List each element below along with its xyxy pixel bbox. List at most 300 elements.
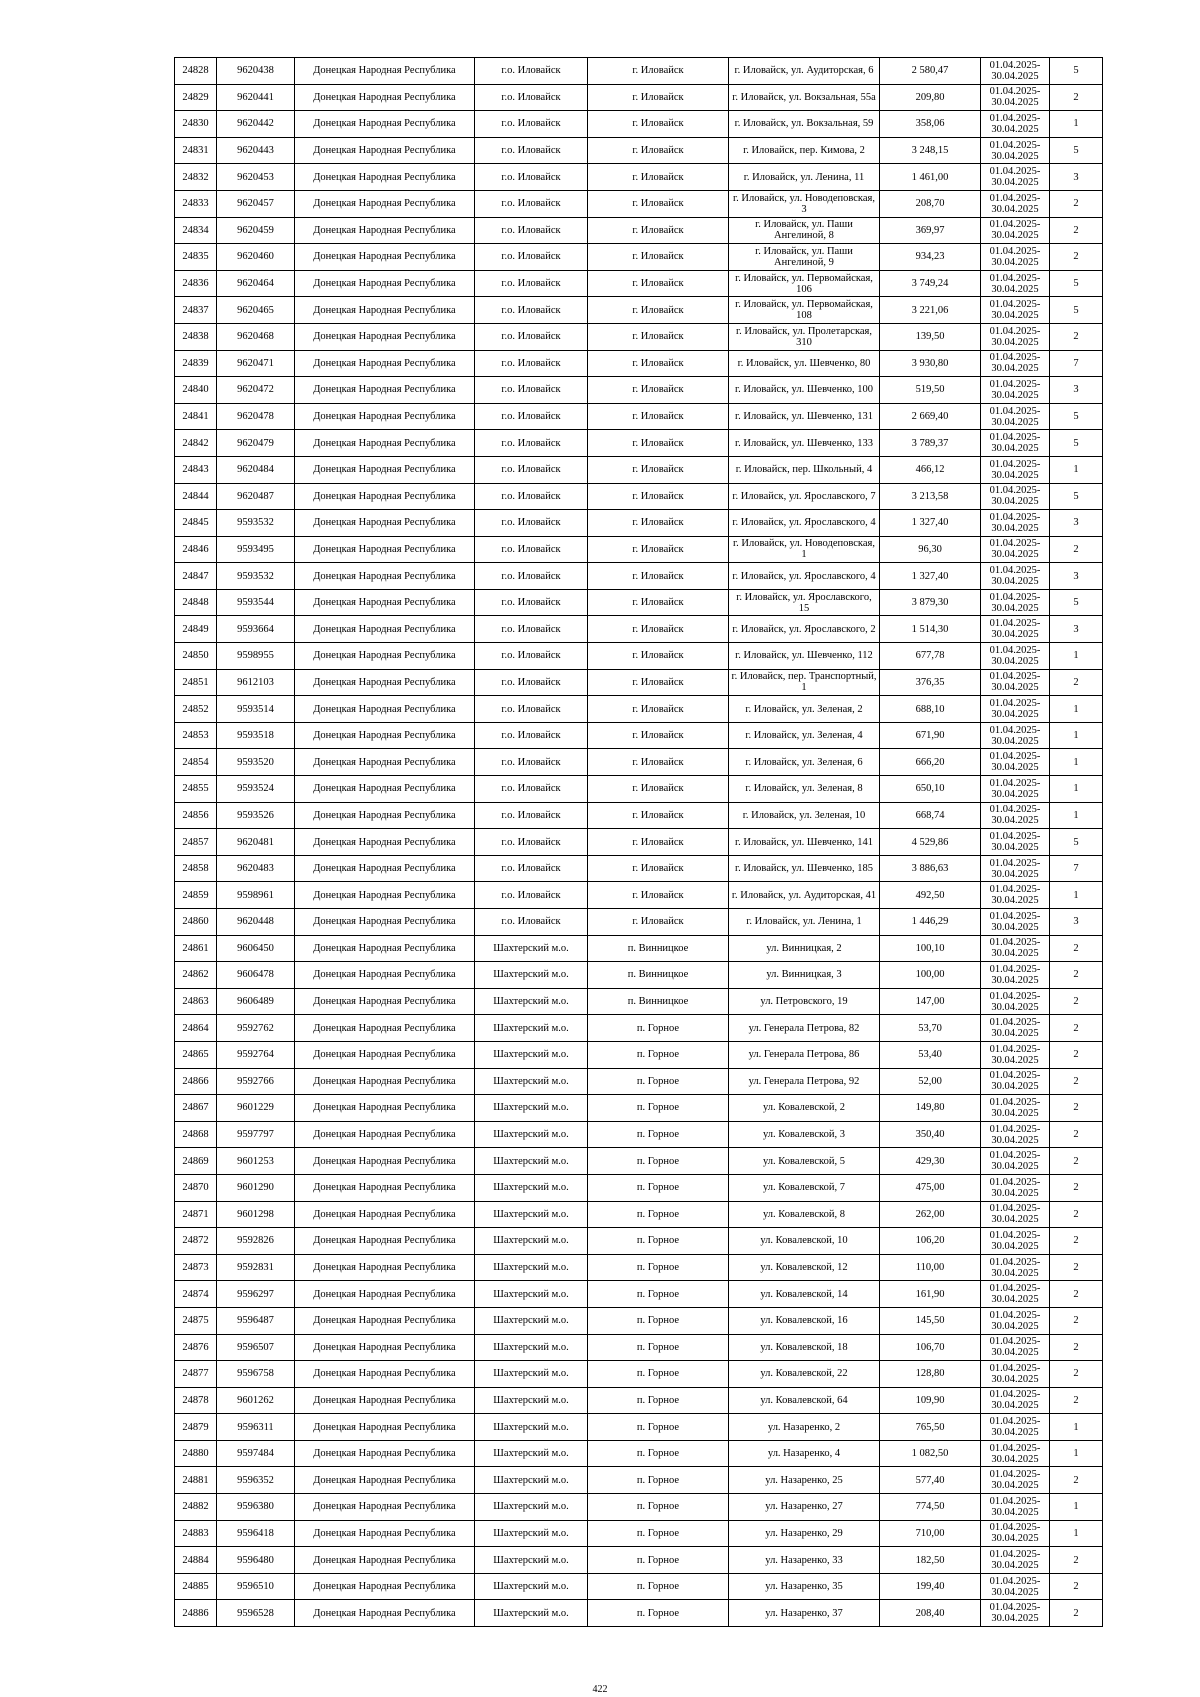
address-cell: г. Иловайск, ул. Новодеповская, 1 [729,536,880,563]
settlement-cell: п. Горное [588,1201,729,1228]
area-cell: 139,50 [880,323,981,350]
count-cell: 3 [1050,510,1103,537]
area-cell: 208,40 [880,1600,981,1627]
settlement-cell: п. Горное [588,1494,729,1521]
district-cell: г.о. Иловайск [475,589,588,616]
table-row [175,935,1103,962]
district-cell: Шахтерский м.о. [475,1600,588,1627]
settlement-cell: п. Горное [588,1573,729,1600]
table-row [175,563,1103,590]
region-cell: Донецкая Народная Республика [295,84,475,111]
row-number-cell: 24842 [175,430,217,457]
address-cell: г. Иловайск, пер. Школьный, 4 [729,456,880,483]
address-cell: ул. Ковалевской, 5 [729,1148,880,1175]
count-cell: 1 [1050,1414,1103,1441]
period-cell: 01.04.2025-30.04.2025 [981,1467,1050,1494]
count-cell: 1 [1050,696,1103,723]
settlement-cell: г. Иловайск [588,696,729,723]
address-cell: ул. Назаренко, 4 [729,1440,880,1467]
period-cell: 01.04.2025-30.04.2025 [981,1121,1050,1148]
address-cell: ул. Назаренко, 25 [729,1467,880,1494]
period-cell: 01.04.2025-30.04.2025 [981,1600,1050,1627]
area-cell: 1 446,29 [880,909,981,936]
region-cell: Донецкая Народная Республика [295,616,475,643]
settlement-cell: п. Горное [588,1414,729,1441]
table-row [175,1467,1103,1494]
address-cell: ул. Ковалевской, 18 [729,1334,880,1361]
settlement-cell: г. Иловайск [588,111,729,138]
table-row [175,616,1103,643]
address-cell: ул. Генерала Петрова, 92 [729,1068,880,1095]
object-id-cell: 9620459 [217,217,295,244]
period-cell: 01.04.2025-30.04.2025 [981,1068,1050,1095]
object-id-cell: 9593520 [217,749,295,776]
region-cell: Донецкая Народная Республика [295,1015,475,1042]
count-cell: 3 [1050,909,1103,936]
row-number-cell: 24834 [175,217,217,244]
district-cell: Шахтерский м.о. [475,1148,588,1175]
settlement-cell: г. Иловайск [588,164,729,191]
table-row [175,190,1103,217]
settlement-cell: г. Иловайск [588,643,729,670]
row-number-cell: 24862 [175,962,217,989]
period-cell: 01.04.2025-30.04.2025 [981,616,1050,643]
address-cell: г. Иловайск, ул. Шевченко, 131 [729,403,880,430]
count-cell: 2 [1050,1361,1103,1388]
area-cell: 492,50 [880,882,981,909]
object-id-cell: 9596352 [217,1467,295,1494]
period-cell: 01.04.2025-30.04.2025 [981,1095,1050,1122]
settlement-cell: г. Иловайск [588,802,729,829]
address-cell: г. Иловайск, ул. Ярославского, 2 [729,616,880,643]
district-cell: г.о. Иловайск [475,430,588,457]
object-id-cell: 9601290 [217,1174,295,1201]
row-number-cell: 24835 [175,244,217,271]
count-cell: 2 [1050,1095,1103,1122]
count-cell: 5 [1050,829,1103,856]
district-cell: г.о. Иловайск [475,802,588,829]
address-cell: г. Иловайск, ул. Пролетарская, 310 [729,323,880,350]
district-cell: г.о. Иловайск [475,829,588,856]
area-cell: 774,50 [880,1494,981,1521]
region-cell: Донецкая Народная Республика [295,829,475,856]
object-id-cell: 9596480 [217,1547,295,1574]
area-cell: 519,50 [880,377,981,404]
area-cell: 475,00 [880,1174,981,1201]
settlement-cell: п. Горное [588,1041,729,1068]
region-cell: Донецкая Народная Республика [295,297,475,324]
address-cell: г. Иловайск, ул. Ленина, 11 [729,164,880,191]
count-cell: 7 [1050,855,1103,882]
row-number-cell: 24858 [175,855,217,882]
row-number-cell: 24831 [175,137,217,164]
table-row [175,430,1103,457]
period-cell: 01.04.2025-30.04.2025 [981,1494,1050,1521]
region-cell: Донецкая Народная Республика [295,1387,475,1414]
settlement-cell: п. Горное [588,1361,729,1388]
address-cell: г. Иловайск, ул. Вокзальная, 59 [729,111,880,138]
address-cell: г. Иловайск, ул. Шевченко, 112 [729,643,880,670]
region-cell: Донецкая Народная Республика [295,776,475,803]
area-cell: 96,30 [880,536,981,563]
settlement-cell: г. Иловайск [588,536,729,563]
period-cell: 01.04.2025-30.04.2025 [981,909,1050,936]
district-cell: г.о. Иловайск [475,882,588,909]
area-cell: 182,50 [880,1547,981,1574]
row-number-cell: 24866 [175,1068,217,1095]
region-cell: Донецкая Народная Республика [295,1121,475,1148]
district-cell: г.о. Иловайск [475,510,588,537]
district-cell: Шахтерский м.о. [475,1281,588,1308]
table-row [175,350,1103,377]
settlement-cell: п. Горное [588,1068,729,1095]
district-cell: г.о. Иловайск [475,111,588,138]
region-cell: Донецкая Народная Республика [295,137,475,164]
area-cell: 3 248,15 [880,137,981,164]
count-cell: 1 [1050,1520,1103,1547]
count-cell: 5 [1050,137,1103,164]
page-number: 422 [592,1684,608,1695]
period-cell: 01.04.2025-30.04.2025 [981,776,1050,803]
settlement-cell: п. Горное [588,1440,729,1467]
object-id-cell: 9593544 [217,589,295,616]
district-cell: г.о. Иловайск [475,377,588,404]
settlement-cell: г. Иловайск [588,244,729,271]
period-cell: 01.04.2025-30.04.2025 [981,536,1050,563]
period-cell: 01.04.2025-30.04.2025 [981,1334,1050,1361]
region-cell: Донецкая Народная Республика [295,935,475,962]
district-cell: г.о. Иловайск [475,563,588,590]
address-cell: ул. Ковалевской, 64 [729,1387,880,1414]
period-cell: 01.04.2025-30.04.2025 [981,829,1050,856]
object-id-cell: 9620457 [217,190,295,217]
count-cell: 2 [1050,1254,1103,1281]
settlement-cell: г. Иловайск [588,669,729,696]
count-cell: 2 [1050,1600,1103,1627]
row-number-cell: 24850 [175,643,217,670]
object-id-cell: 9620481 [217,829,295,856]
row-number-cell: 24828 [175,58,217,85]
object-id-cell: 9592762 [217,1015,295,1042]
object-id-cell: 9620442 [217,111,295,138]
count-cell: 1 [1050,1440,1103,1467]
address-cell: ул. Ковалевской, 8 [729,1201,880,1228]
address-cell: г. Иловайск, ул. Вокзальная, 55а [729,84,880,111]
count-cell: 2 [1050,1387,1103,1414]
area-cell: 106,70 [880,1334,981,1361]
area-cell: 109,90 [880,1387,981,1414]
table-row [175,1307,1103,1334]
period-cell: 01.04.2025-30.04.2025 [981,1414,1050,1441]
region-cell: Донецкая Народная Республика [295,882,475,909]
settlement-cell: г. Иловайск [588,430,729,457]
area-cell: 209,80 [880,84,981,111]
district-cell: Шахтерский м.о. [475,1254,588,1281]
district-cell: Шахтерский м.о. [475,1307,588,1334]
table-row [175,855,1103,882]
settlement-cell: п. Горное [588,1095,729,1122]
object-id-cell: 9601229 [217,1095,295,1122]
area-cell: 1 461,00 [880,164,981,191]
table-row [175,669,1103,696]
count-cell: 5 [1050,483,1103,510]
count-cell: 2 [1050,84,1103,111]
address-cell: г. Иловайск, ул. Шевченко, 80 [729,350,880,377]
count-cell: 2 [1050,988,1103,1015]
period-cell: 01.04.2025-30.04.2025 [981,882,1050,909]
count-cell: 5 [1050,270,1103,297]
region-cell: Донецкая Народная Республика [295,1095,475,1122]
settlement-cell: г. Иловайск [588,483,729,510]
settlement-cell: г. Иловайск [588,84,729,111]
address-cell: ул. Ковалевской, 12 [729,1254,880,1281]
period-cell: 01.04.2025-30.04.2025 [981,430,1050,457]
area-cell: 934,23 [880,244,981,271]
period-cell: 01.04.2025-30.04.2025 [981,403,1050,430]
count-cell: 2 [1050,1573,1103,1600]
row-number-cell: 24833 [175,190,217,217]
region-cell: Донецкая Народная Республика [295,855,475,882]
district-cell: г.о. Иловайск [475,297,588,324]
count-cell: 2 [1050,1547,1103,1574]
district-cell: г.о. Иловайск [475,855,588,882]
count-cell: 5 [1050,403,1103,430]
count-cell: 3 [1050,164,1103,191]
settlement-cell: г. Иловайск [588,297,729,324]
area-cell: 3 789,37 [880,430,981,457]
period-cell: 01.04.2025-30.04.2025 [981,456,1050,483]
row-number-cell: 24869 [175,1148,217,1175]
region-cell: Донецкая Народная Республика [295,1414,475,1441]
area-cell: 358,06 [880,111,981,138]
district-cell: Шахтерский м.о. [475,1068,588,1095]
period-cell: 01.04.2025-30.04.2025 [981,1254,1050,1281]
region-cell: Донецкая Народная Республика [295,403,475,430]
settlement-cell: п. Горное [588,1600,729,1627]
address-cell: ул. Ковалевской, 14 [729,1281,880,1308]
period-cell: 01.04.2025-30.04.2025 [981,1573,1050,1600]
settlement-cell: г. Иловайск [588,909,729,936]
area-cell: 1 514,30 [880,616,981,643]
region-cell: Донецкая Народная Республика [295,323,475,350]
period-cell: 01.04.2025-30.04.2025 [981,1547,1050,1574]
region-cell: Донецкая Народная Республика [295,988,475,1015]
object-id-cell: 9596380 [217,1494,295,1521]
region-cell: Донецкая Народная Республика [295,1467,475,1494]
period-cell: 01.04.2025-30.04.2025 [981,270,1050,297]
region-cell: Донецкая Народная Республика [295,1307,475,1334]
area-cell: 369,97 [880,217,981,244]
region-cell: Донецкая Народная Республика [295,1041,475,1068]
object-id-cell: 9596507 [217,1334,295,1361]
area-cell: 666,20 [880,749,981,776]
district-cell: г.о. Иловайск [475,536,588,563]
period-cell: 01.04.2025-30.04.2025 [981,563,1050,590]
count-cell: 2 [1050,1148,1103,1175]
count-cell: 5 [1050,589,1103,616]
settlement-cell: г. Иловайск [588,722,729,749]
row-number-cell: 24871 [175,1201,217,1228]
address-cell: ул. Назаренко, 33 [729,1547,880,1574]
address-cell: ул. Ковалевской, 7 [729,1174,880,1201]
district-cell: г.о. Иловайск [475,483,588,510]
region-cell: Донецкая Народная Республика [295,1440,475,1467]
period-cell: 01.04.2025-30.04.2025 [981,1228,1050,1255]
area-cell: 429,30 [880,1148,981,1175]
address-cell: г. Иловайск, ул. Ярославского, 4 [729,563,880,590]
object-id-cell: 9596297 [217,1281,295,1308]
area-cell: 671,90 [880,722,981,749]
table-row [175,1520,1103,1547]
object-id-cell: 9598955 [217,643,295,670]
district-cell: г.о. Иловайск [475,84,588,111]
object-id-cell: 9606450 [217,935,295,962]
object-id-cell: 9592764 [217,1041,295,1068]
object-id-cell: 9596528 [217,1600,295,1627]
district-cell: Шахтерский м.о. [475,1174,588,1201]
period-cell: 01.04.2025-30.04.2025 [981,589,1050,616]
object-id-cell: 9620468 [217,323,295,350]
district-cell: г.о. Иловайск [475,722,588,749]
table-row [175,536,1103,563]
address-cell: г. Иловайск, ул. Зеленая, 4 [729,722,880,749]
period-cell: 01.04.2025-30.04.2025 [981,350,1050,377]
address-cell: г. Иловайск, ул. Шевченко, 133 [729,430,880,457]
address-cell: г. Иловайск, ул. Первомайская, 108 [729,297,880,324]
area-cell: 100,10 [880,935,981,962]
region-cell: Донецкая Народная Республика [295,350,475,377]
region-cell: Донецкая Народная Республика [295,696,475,723]
region-cell: Донецкая Народная Республика [295,510,475,537]
table-row [175,403,1103,430]
district-cell: г.о. Иловайск [475,403,588,430]
area-cell: 688,10 [880,696,981,723]
row-number-cell: 24860 [175,909,217,936]
object-id-cell: 9620453 [217,164,295,191]
address-cell: ул. Назаренко, 27 [729,1494,880,1521]
period-cell: 01.04.2025-30.04.2025 [981,1387,1050,1414]
region-cell: Донецкая Народная Республика [295,456,475,483]
region-cell: Донецкая Народная Республика [295,58,475,85]
region-cell: Донецкая Народная Республика [295,1600,475,1627]
object-id-cell: 9592831 [217,1254,295,1281]
count-cell: 2 [1050,1174,1103,1201]
object-id-cell: 9593532 [217,563,295,590]
table-row [175,909,1103,936]
period-cell: 01.04.2025-30.04.2025 [981,669,1050,696]
row-number-cell: 24882 [175,1494,217,1521]
district-cell: г.о. Иловайск [475,456,588,483]
table-row [175,589,1103,616]
table-row [175,1254,1103,1281]
address-cell: ул. Петровского, 19 [729,988,880,1015]
count-cell: 7 [1050,350,1103,377]
row-number-cell: 24883 [175,1520,217,1547]
count-cell: 3 [1050,377,1103,404]
row-number-cell: 24870 [175,1174,217,1201]
area-cell: 3 749,24 [880,270,981,297]
row-number-cell: 24885 [175,1573,217,1600]
row-number-cell: 24876 [175,1334,217,1361]
table-row [175,377,1103,404]
region-cell: Донецкая Народная Республика [295,217,475,244]
row-number-cell: 24861 [175,935,217,962]
district-cell: Шахтерский м.о. [475,1547,588,1574]
period-cell: 01.04.2025-30.04.2025 [981,323,1050,350]
row-number-cell: 24867 [175,1095,217,1122]
table-row [175,323,1103,350]
region-cell: Донецкая Народная Республика [295,164,475,191]
address-cell: г. Иловайск, ул. Паши Ангелиной, 9 [729,244,880,271]
count-cell: 2 [1050,962,1103,989]
count-cell: 2 [1050,244,1103,271]
object-id-cell: 9592766 [217,1068,295,1095]
count-cell: 1 [1050,111,1103,138]
count-cell: 2 [1050,669,1103,696]
settlement-cell: г. Иловайск [588,456,729,483]
table-row [175,217,1103,244]
period-cell: 01.04.2025-30.04.2025 [981,1440,1050,1467]
object-id-cell: 9593532 [217,510,295,537]
object-id-cell: 9620471 [217,350,295,377]
area-cell: 4 529,86 [880,829,981,856]
object-id-cell: 9598961 [217,882,295,909]
district-cell: г.о. Иловайск [475,244,588,271]
settlement-cell: п. Винницкое [588,988,729,1015]
row-number-cell: 24844 [175,483,217,510]
area-cell: 199,40 [880,1573,981,1600]
address-cell: г. Иловайск, ул. Ярославского, 4 [729,510,880,537]
address-cell: г. Иловайск, ул. Первомайская, 106 [729,270,880,297]
table-row [175,456,1103,483]
region-cell: Донецкая Народная Республика [295,563,475,590]
row-number-cell: 24874 [175,1281,217,1308]
settlement-cell: п. Винницкое [588,935,729,962]
address-cell: г. Иловайск, пер. Транспортный, 1 [729,669,880,696]
region-cell: Донецкая Народная Республика [295,430,475,457]
region-cell: Донецкая Народная Республика [295,1148,475,1175]
row-number-cell: 24855 [175,776,217,803]
table-row [175,1015,1103,1042]
address-cell: г. Иловайск, ул. Ярославского, 15 [729,589,880,616]
object-id-cell: 9601298 [217,1201,295,1228]
settlement-cell: п. Горное [588,1334,729,1361]
row-number-cell: 24832 [175,164,217,191]
row-number-cell: 24878 [175,1387,217,1414]
region-cell: Донецкая Народная Республика [295,669,475,696]
settlement-cell: г. Иловайск [588,616,729,643]
settlement-cell: г. Иловайск [588,190,729,217]
object-id-cell: 9593495 [217,536,295,563]
count-cell: 2 [1050,1307,1103,1334]
object-id-cell: 9601262 [217,1387,295,1414]
region-cell: Донецкая Народная Республика [295,962,475,989]
area-cell: 128,80 [880,1361,981,1388]
address-cell: г. Иловайск, ул. Ярославского, 7 [729,483,880,510]
table-row [175,510,1103,537]
settlement-cell: п. Горное [588,1254,729,1281]
district-cell: г.о. Иловайск [475,350,588,377]
object-id-cell: 9592826 [217,1228,295,1255]
region-cell: Донецкая Народная Республика [295,1547,475,1574]
settlement-cell: г. Иловайск [588,510,729,537]
row-number-cell: 24868 [175,1121,217,1148]
count-cell: 1 [1050,776,1103,803]
region-cell: Донецкая Народная Республика [295,909,475,936]
region-cell: Донецкая Народная Республика [295,270,475,297]
period-cell: 01.04.2025-30.04.2025 [981,1148,1050,1175]
period-cell: 01.04.2025-30.04.2025 [981,1041,1050,1068]
